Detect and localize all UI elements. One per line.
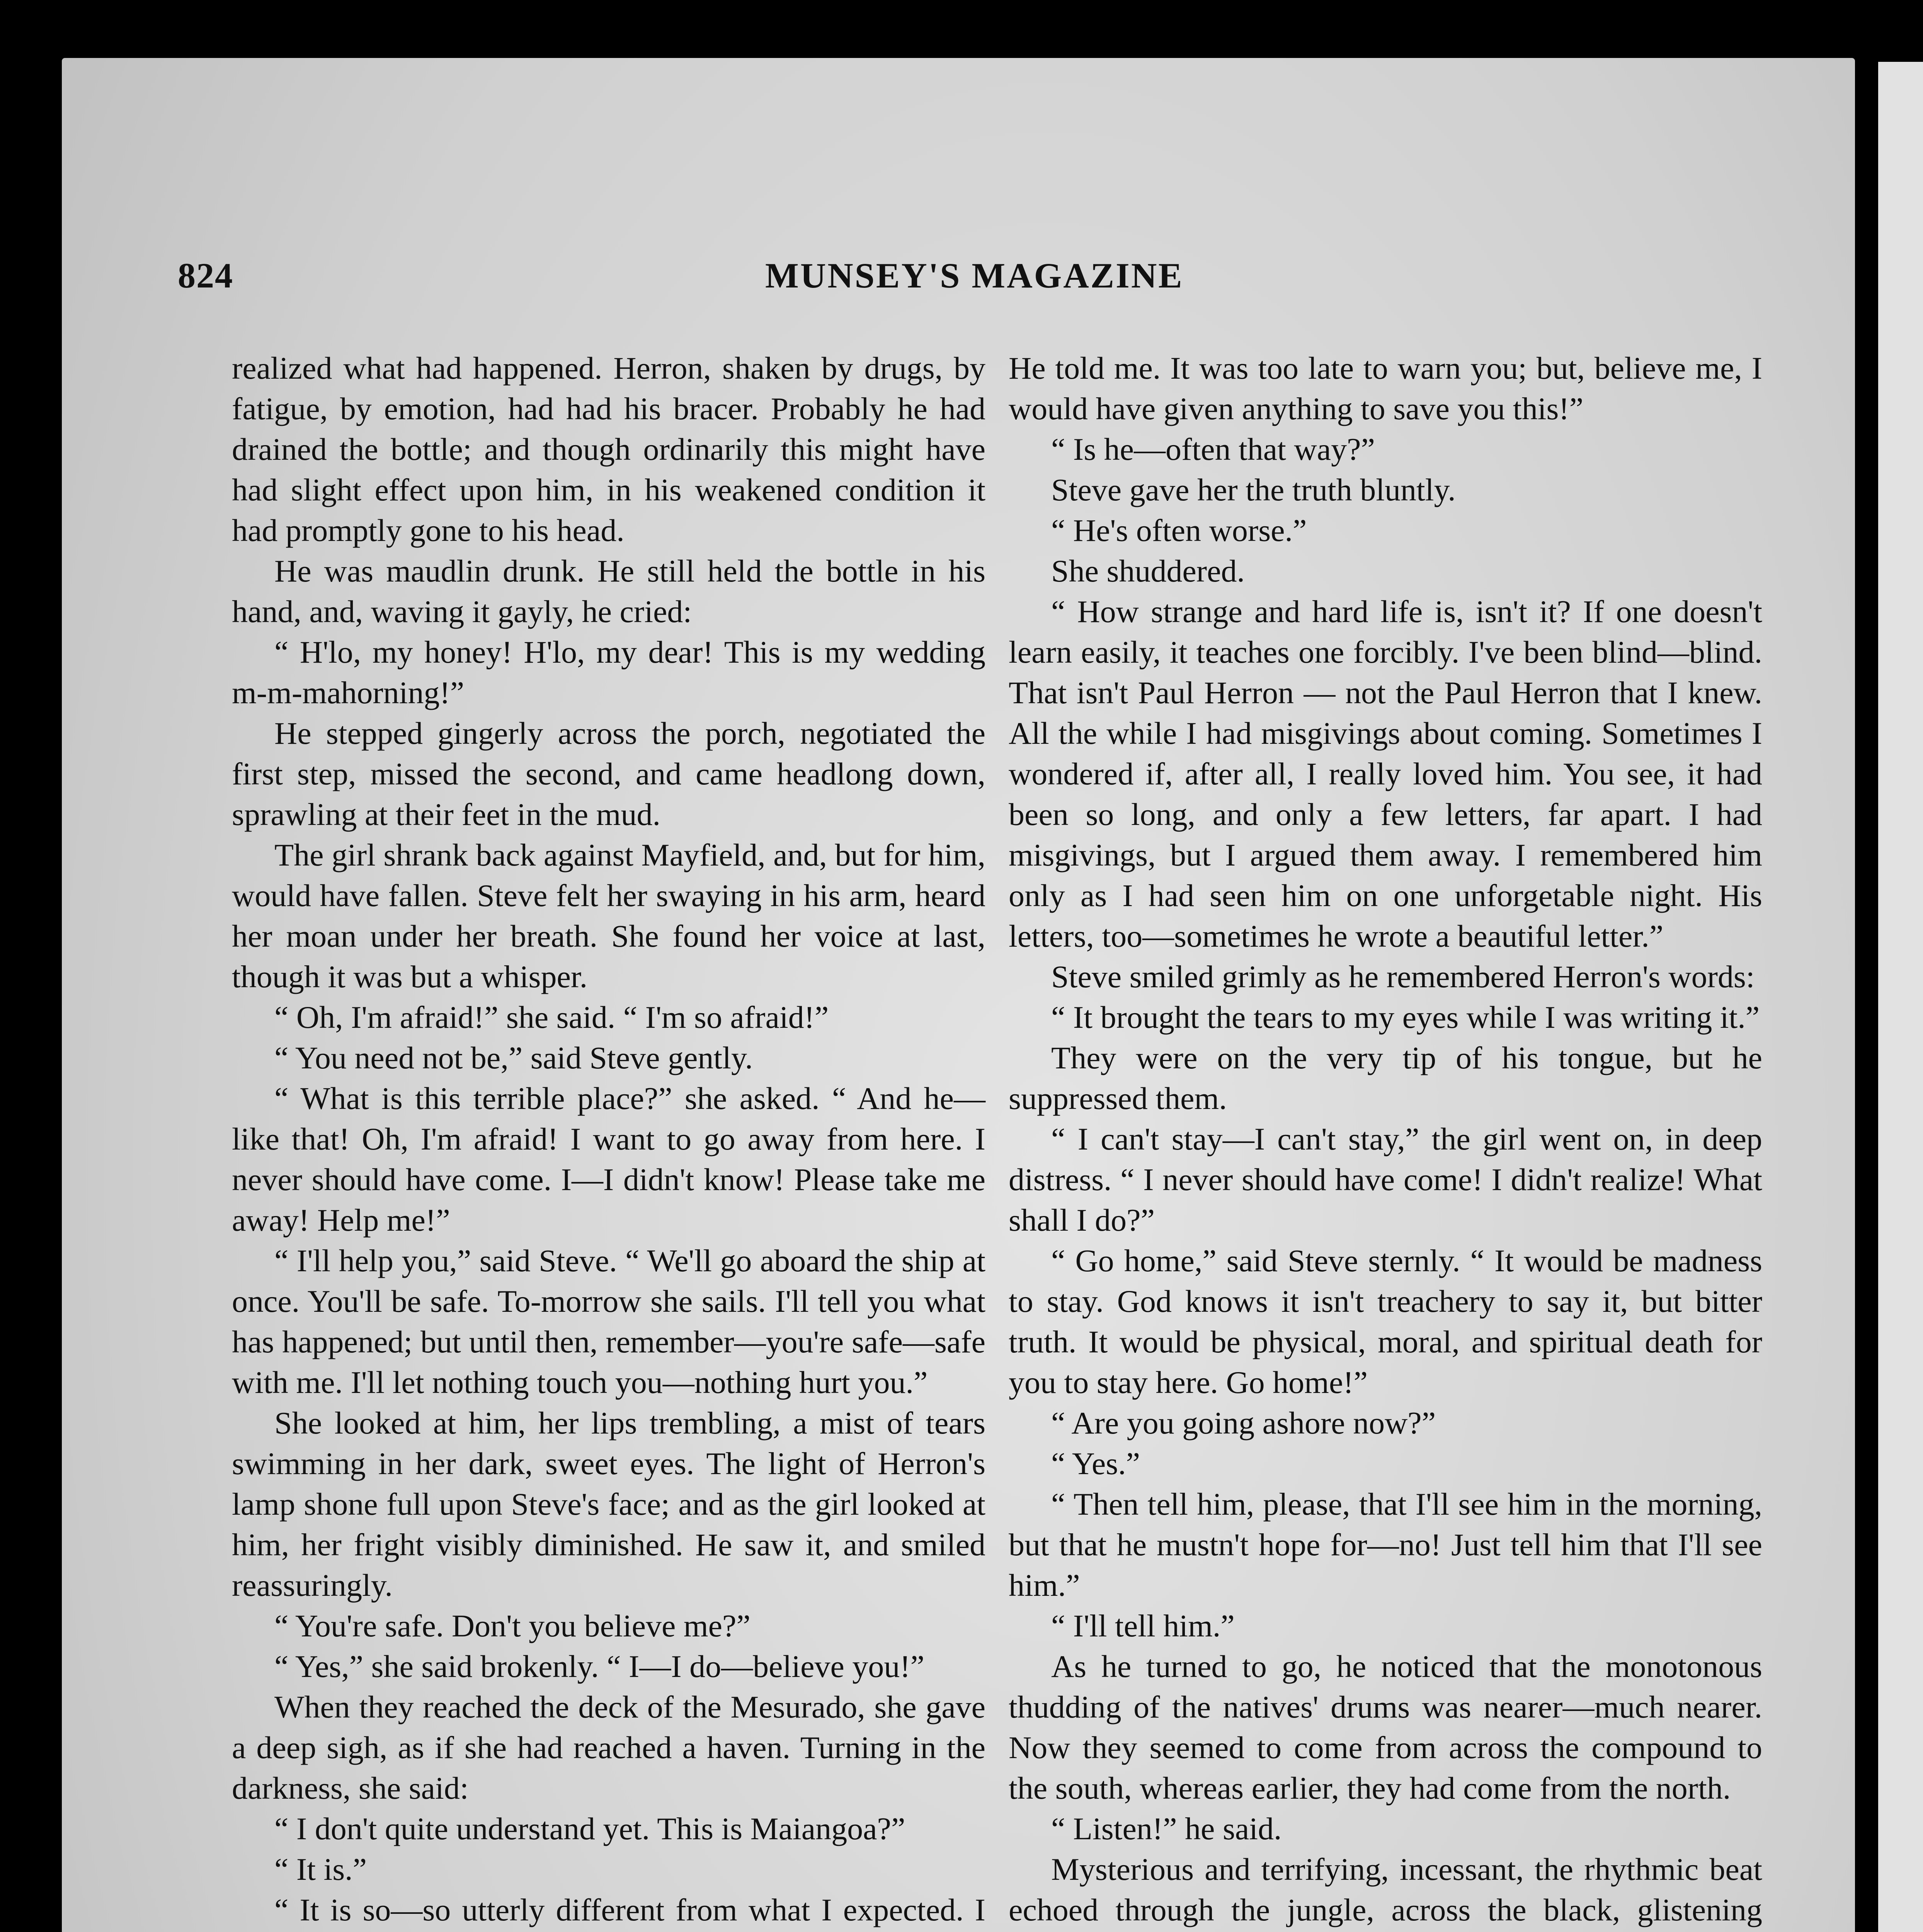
paragraph: “ It is so—so utterly different from what I expected. I <box>274 1892 985 1927</box>
paragraph: She shuddered. <box>1051 553 1245 588</box>
paragraph: “ Oh, I'm afraid!” she said. “ I'm so afraid!” <box>274 1000 829 1035</box>
paragraph: “ Go home,” said Steve sternly. “ It would be madness to stay. God knows it isn't treachery to say it, but bitter truth. It would be physical, moral, and spiritual death for you to stay here. Go home!” <box>1009 1243 1762 1400</box>
running-title: MUNSEY'S MAGAZINE <box>765 256 1184 295</box>
paragraph: “ How strange and hard life is, isn't it? If one doesn't learn easily, it teaches one forcibly. I've been blind—blind. That isn't Paul Herron — not the Paul Herron that I knew. All the while I had misgivings about coming. Sometimes I wondered if, after all, I really loved him. You see, it had been so long, and only a few letters, far apart. I had misgivings, but I argued them away. I remembered him only as I had seen him on one unforgetable night. His letters, too—sometimes he wrote a beautiful letter.” <box>1009 594 1762 954</box>
adjacent-page-edge <box>1878 62 1923 1932</box>
paragraph: “ Listen!” he said. <box>1051 1811 1282 1846</box>
paragraph: Steve smiled grimly as he remembered Herron's words: <box>1051 959 1755 994</box>
paragraph: “ H'lo, my honey! H'lo, my dear! This is my wedding m-m-mahorning!” <box>232 634 985 710</box>
paragraph: He was maudlin drunk. He still held the bottle in his hand, and, waving it gayly, he cried: <box>232 553 985 629</box>
paragraph: “ You're safe. Don't you believe me?” <box>274 1608 750 1643</box>
paragraph: When they reached the deck of the Mesurado, she gave a deep sigh, as if she had reached a haven. Turning in the darkness, she said: <box>232 1689 985 1806</box>
paragraph: “ I don't quite understand yet. This is Maiangoa?” <box>274 1811 905 1846</box>
paragraph: “ I can't stay—I can't stay,” the girl went on, in deep distress. “ I never should have come! I didn't realize! What shall I do?” <box>1009 1121 1762 1238</box>
paragraph: “ Then tell him, please, that I'll see him in the morning, but that he mustn't hope for—no! Just tell him that I'll see him.” <box>1009 1486 1762 1603</box>
paragraph: “ He's often worse.” <box>1051 513 1307 548</box>
left-column <box>232 348 985 1932</box>
paragraph: He stepped gingerly across the porch, negotiated the first step, missed the second, and came headlong down, sprawling at their feet in the mud. <box>232 716 985 832</box>
paragraph: “ It is.” <box>274 1852 367 1887</box>
paragraph: “ I'll help you,” said Steve. “ We'll go aboard the ship at once. You'll be safe. To-morrow she sails. I'll tell you what has happened; but until then, remember—you're safe—safe with me. I'll let nothing touch you—nothing hurt you.” <box>232 1243 985 1400</box>
paragraph: They were on the very tip of his tongue, but he suppressed them. <box>1009 1040 1762 1116</box>
right-column <box>1009 348 1762 1932</box>
paragraph: “ What is this terrible place?” she asked. “ And he—like that! Oh, I'm afraid! I want to go away from here. I never should have come. I—I didn't know! Please take me away! Help me!” <box>232 1081 985 1238</box>
paragraph: As he turned to go, he noticed that the monotonous thudding of the natives' drums was nearer—much nearer. Now they seemed to come from across the compound to the south, whereas earlier, they had come from the north. <box>1009 1649 1762 1806</box>
page-number: 824 <box>178 256 233 295</box>
paragraph: She looked at him, her lips trembling, a mist of tears swimming in her dark, sweet eyes. The light of Herron's lamp shone full upon Steve's face; and as the girl looked at him, her fright visibly diminished. He saw it, and smiled reassuringly. <box>232 1405 985 1603</box>
page-header <box>178 255 1739 325</box>
paragraph: “ Yes,” she said brokenly. “ I—I do—believe you!” <box>274 1649 925 1684</box>
paragraph: The girl shrank back against Mayfield, and, but for him, would have fallen. Steve felt her swaying in his arm, heard her moan under her breath. She found her voice at last, though it was but a whisper. <box>232 837 985 994</box>
paragraph: “ It brought the tears to my eyes while I was writing it.” <box>1051 1000 1760 1035</box>
paragraph: “ Is he—often that way?” <box>1051 432 1375 467</box>
paragraph: He told me. It was too late to warn you; but, believe me, I would have given anything to save you this!” <box>1009 350 1762 426</box>
paragraph: realized what had happened. Herron, shaken by drugs, by fatigue, by emotion, had had his bracer. Probably he had drained the bottle; and though ordinarily this might have had slight effect upon him, in his weakened condition it had promptly gone to his head. <box>232 350 985 548</box>
paragraph: “ You need not be,” said Steve gently. <box>274 1040 753 1075</box>
paragraph: Steve gave her the truth bluntly. <box>1051 472 1456 507</box>
paragraph: “ Yes.” <box>1051 1446 1140 1481</box>
paragraph: Mysterious and terrifying, incessant, the rhythmic beat echoed through the jungle, across the black, glistening <box>1009 1852 1762 1927</box>
paragraph: “ I'll tell him.” <box>1051 1608 1235 1643</box>
paragraph: “ Are you going ashore now?” <box>1051 1405 1436 1440</box>
